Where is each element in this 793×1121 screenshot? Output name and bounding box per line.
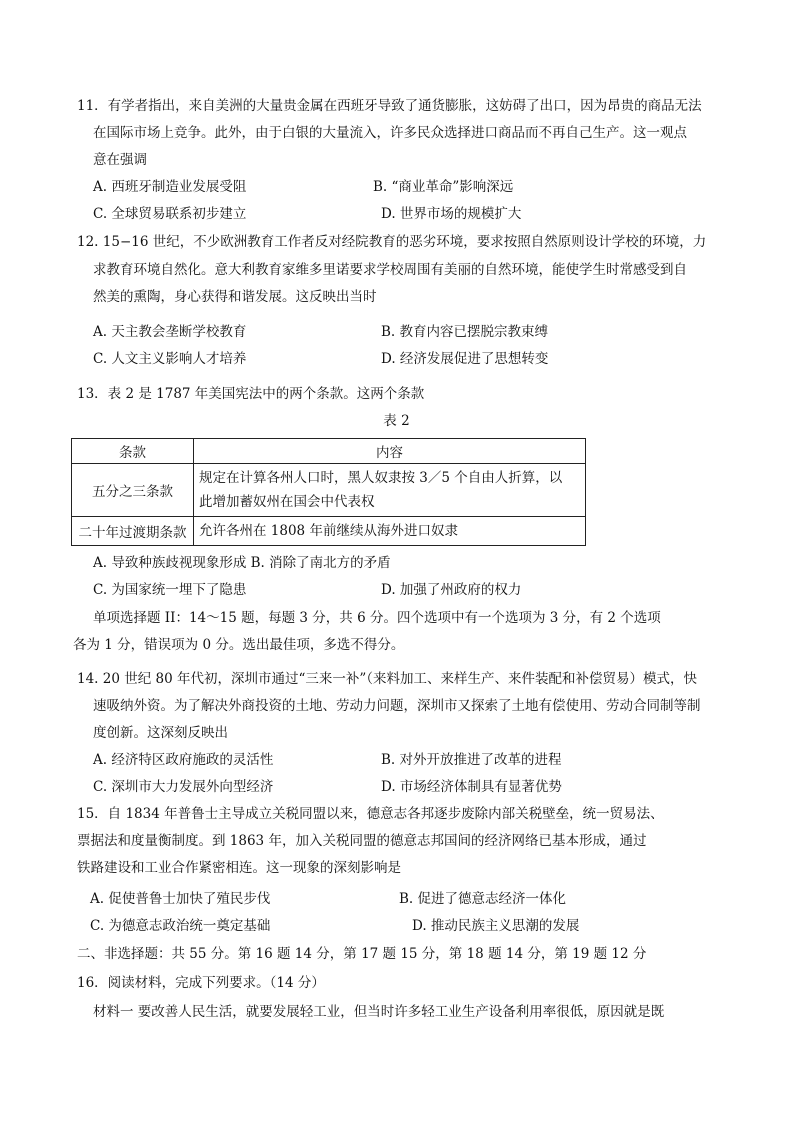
content-line: 规定在计算各州人口时，黑人奴隶按 3／5 个自由人折算，以	[199, 470, 563, 486]
q15-option-a: A. 促使普鲁士加快了殖民步伐	[90, 891, 271, 907]
q15-line-1: 15．自 1834 年普鲁士主导成立关税同盟以来，德意志各邦逐步废除内部关税壁垒，统一贸易法、	[77, 806, 664, 822]
part2-heading: 二、非选择题：共 55 分。第 16 题 14 分，第 17 题 15 分，第 18 题 14 分，第 19 题 12 分	[77, 946, 647, 962]
q15-option-d: D. 推动民族主义思潮的发展	[412, 918, 580, 934]
q11-line-1: 11．有学者指出，来自美洲的大量贵金属在西班牙导致了通货膨胀，这妨碍了出口，因为昂贵的商品无法	[77, 98, 702, 114]
q14-option-d: D. 市场经济体制具有显著优势	[381, 779, 562, 795]
q13-option-ab: A. 导致种族歧视现象形成 B. 消除了南北方的矛盾	[93, 555, 391, 571]
q13-stem: 13．表 2 是 1787 年美国宪法中的两个条款。这两个条款	[77, 386, 425, 402]
q14-option-b: B. 对外开放推进了改革的进程	[381, 752, 562, 768]
q11-option-a: A. 西班牙制造业发展受阻	[93, 179, 247, 195]
q13-option-d: D. 加强了州政府的权力	[381, 582, 522, 598]
q14-option-a: A. 经济特区政府施政的灵活性	[93, 752, 274, 768]
q15-option-c: C. 为德意志政治统一奠定基础	[90, 918, 271, 934]
q12-line-2: 求教育环境自然化。意大利教育家维多里诺要求学校周围有美丽的自然环境，能使学生时常感受到自	[93, 262, 687, 278]
q12-option-d: D. 经济发展促进了思想转变	[381, 351, 549, 367]
table-cell-clause: 二十年过渡期条款	[72, 517, 194, 546]
table-cell-content	[194, 517, 586, 546]
material-line: 材料一 要改善人民生活，就要发展轻工业，但当时许多轻工业生产设备利用率很低，原因就是既	[93, 1004, 665, 1020]
section-note-line-1: 单项选择题 II：14～15 题，每题 3 分，共 6 分。四个选项中有一个选项为 3 分，有 2 个选项	[93, 610, 661, 626]
q14-line-3: 度创新。这深刻反映出	[93, 725, 228, 741]
q11-line-3: 意在强调	[93, 152, 147, 168]
table-row	[72, 464, 586, 517]
q12-option-b: B. 教育内容已摆脱宗教束缚	[381, 324, 549, 340]
content-line: 允许各州在 1808 年前继续从海外进口奴隶	[199, 523, 458, 539]
table-cell-content	[194, 464, 586, 517]
clauses-table	[71, 438, 586, 546]
q12-option-a: A. 天主教会垄断学校教育	[93, 324, 247, 340]
q13-option-c: C. 为国家统一埋下了隐患	[93, 582, 247, 598]
section-note-line-2: 各为 1 分，错误项为 0 分。选出最佳项，多选不得分。	[73, 637, 405, 653]
q12-line-3: 然美的熏陶，身心获得和谐发展。这反映出当时	[93, 289, 377, 305]
q12-option-c: C. 人文主义影响人才培养	[93, 351, 247, 367]
content-line: 此增加蓄奴州在国会中代表权	[199, 494, 375, 510]
table-cell-clause: 五分之三条款	[72, 464, 194, 517]
q14-line-1: 14. 20 世纪 80 年代初，深圳市通过“三来一补”（来料加工、来样生产、来件装配和补偿贸易）模式，快	[77, 671, 698, 687]
q11-option-c: C. 全球贸易联系初步建立	[93, 206, 247, 222]
table-header-row	[72, 439, 586, 464]
q16-title: 16．阅读材料，完成下列要求。（14 分）	[77, 975, 325, 991]
q11-option-b: B. “商业革命”影响深远	[373, 179, 514, 195]
q14-line-2: 速吸纳外资。为了解决外商投资的土地、劳动力问题，深圳市又探索了土地有偿使用、劳动合同制等制	[93, 698, 701, 714]
q12-line-1: 12. 15−16 世纪，不少欧洲教育工作者反对经院教育的恶劣环境，要求按照自然原则设计学校的环境，力	[77, 234, 707, 250]
q15-option-b: B. 促进了德意志经济一体化	[399, 891, 567, 907]
q15-line-2: 票据法和度量衡制度。到 1863 年，加入关税同盟的德意志邦国间的经济网络已基本形成，通过	[77, 833, 647, 849]
table-header-content: 内容	[194, 439, 586, 464]
q14-option-c: C. 深圳市大力发展外向型经济	[93, 779, 274, 795]
q15-line-3: 铁路建设和工业合作紧密相连。这一现象的深刻影响是	[77, 860, 401, 876]
q11-line-2: 在国际市场上竞争。此外，由于白银的大量流入，许多民众选择进口商品而不再自己生产。这一观点	[93, 125, 687, 141]
table-caption: 表 2	[383, 413, 410, 429]
q11-option-d: D. 世界市场的规模扩大	[381, 206, 522, 222]
table-row	[72, 517, 586, 546]
table-header-clause: 条款	[72, 439, 194, 464]
